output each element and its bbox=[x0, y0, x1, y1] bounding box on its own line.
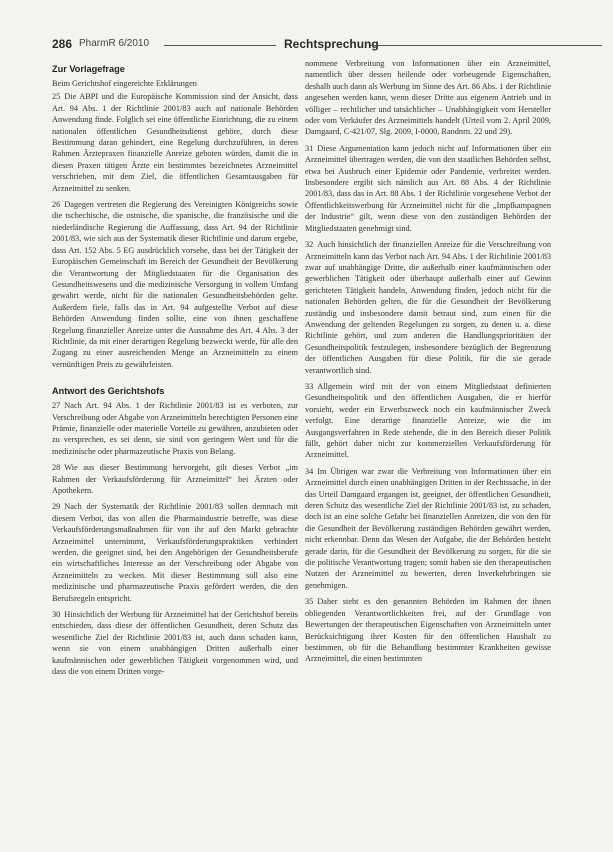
paragraph-27 bbox=[52, 400, 298, 457]
paragraph-30-continued: nommene Verbreitung von Informationen über ein Arzneimittel, namentlich über dessen heilende oder vorbeugende Eigenschaften, deshalb auch dann als Werbung im Sinne des Art. 86 Abs. 1 der Richtlinie angesehen werden kann, wenn dieser Dritte aus eigenem Antrieb und in völliger – rechtlicher und tatsächlicher – Unabhängigkeit vom Hersteller oder vom Verkäufer des Arzneimittels handelt (Urteil vom 2. April 2009, Damgaard, C-421/07, Slg. 2009, I-0000, Randnrn. 22 und 29). bbox=[305, 59, 551, 137]
paragraph-30 bbox=[52, 609, 298, 677]
subheading-erklaerungen: Beim Gerichtshof eingereichte Erklärungen bbox=[52, 79, 197, 88]
header-rule-left bbox=[164, 45, 276, 46]
paragraph-text: Wie aus dieser Bestimmung hervorgeht, gilt dieses Verbot „im Rahmen der Verkaufsförderung für Arzneimittel“ bei Ärzten oder Apothekern. bbox=[52, 463, 298, 495]
paragraph-number: 27 bbox=[52, 401, 61, 411]
paragraph-text: Daher steht es den genannten Behörden im Rahmen der ihnen obliegenden Verantwortlichkeiten frei, auf der Grundlage von Bewertungen der therapeutischen Eigenschaften von Arzneimitteln unter Berücksichtigung ihrer Kosten für den öffentlichen Haushalt zu bestimmen, ob für die Behandlung bestimmter Krankheiten gewisse Arzneimittel, die einen bestimmten bbox=[305, 597, 551, 664]
paragraph-number: 33 bbox=[305, 381, 314, 391]
paragraph-29 bbox=[52, 501, 298, 604]
paragraph-31 bbox=[305, 143, 551, 234]
paragraph-number: 32 bbox=[305, 240, 314, 250]
heading-antwort: Antwort des Gerichtshofs bbox=[52, 386, 165, 397]
paragraph-number: 29 bbox=[52, 502, 61, 512]
paragraph-33 bbox=[305, 381, 551, 461]
paragraph-text: Hinsichtlich der Werbung für Arzneimittel hat der Gerichtshof bereits entschieden, dass diese der öffentlichen Gesundheit, deren Schutz das wesentliche Ziel der Richtlinie 2001/83 ist, auch dann schaden kann, wenn sie von einem unabhängigen Dritten außerhalb einer kaufmännischen oder gewerblichen Tätigkeit vorgenommen wird, und dass die von einem Dritten vorge- bbox=[52, 610, 298, 677]
running-header bbox=[52, 37, 552, 53]
journal-reference: PharmR 6/2010 bbox=[79, 38, 150, 49]
paragraph-text: Im Übrigen war zwar die Verbreitung von Informationen über ein Arzneimittel durch einen unabhängigen Dritten in der Rechtssache, in der das Urteil Damgaard ergangen ist, geeignet, der öffentlichen Gesundheit, deren Schutz das wesentliche Ziel der Richtlinie 2001/83 ist, zu schaden, doch ist an eine solche Gefahr bei finanziellen Anreizen, die von den für die Gesundheit der Bevölkerung zuständigen Behörden gewährt werden, nicht erkennbar. Denn das Wesen der Aufgabe, die der Behörden besteht gerade darin, für die Gesundheit der Bevölkerung zu sorgen, für die sie die politische Verantwortung tragen; somit haben sie den therapeutischen Nutzen der Arzneimittel zu bewerten, deren Inverkehrbringen sie genehmigen. bbox=[305, 466, 551, 590]
paragraph-number: 35 bbox=[305, 597, 314, 607]
paragraph-text: Auch hinsichtlich der finanziellen Anreize für die Verschreibung von Arzneimitteln kann das Verbot nach Art. 94 Abs. 1 der Richtlinie 2001/83 zwar auf unabhängige Dritte, die außerhalb einer kaufmännischen oder gewerblichen Tätigkeit oder überhaupt außerhalb einer auf Gewinn gerichteten Tätigkeit handeln, Anwendung finden, jedoch nicht für die nationalen Behörden gelten, die für die Gesundheit der Bevölkerung zuständig und insbesondere damit betraut sind, zum einen für die Anwendung der geltenden Regelungen zu sorgen, zu denen u. a. diese Richtlinie gehört, und zum anderen die Handlungsprioritäten der Gesundheitspolitik festzulegen, insbesondere bezüglich der Begrenzung der öffentlichen Ausgaben für diese Politik, für die sie gerade verantwortlich sind. bbox=[305, 240, 551, 375]
paragraph-28 bbox=[52, 462, 298, 496]
paragraph-35 bbox=[305, 596, 551, 664]
paragraph-25 bbox=[52, 91, 298, 194]
paragraph-text: Diese Argumentation kann jedoch nicht auf Informationen über ein Arzneimittel übertragen werden, die von den staatlichen Behörden selbst, etwa bei Ausbruch einer Epidemie oder Pandemie, verbreitet werden. Insbesondere ergibt sich nämlich aus Art. 88 Abs. 4 der Richtlinie 2001/83, dass das in Art. 88 Abs. 1 der Richtlinie vorgesehene Verbot der Öffentlichkeitswerbung für Arzneimittel nicht für die „Impfkampagnen der Industrie“ gilt, wenn diese von den zuständigen Behörden der Mitgliedstaaten genehmigt sind. bbox=[305, 143, 551, 233]
section-title: Rechtsprechung bbox=[284, 37, 379, 51]
page-number: 286 bbox=[52, 37, 73, 51]
paragraph-text: Nach der Systematik der Richtlinie 2001/83 sollen demnach mit diesem Verbot, das von allen die Pharmaindustrie betreffe, was diese Verkaufsförderungsmaßnahmen für von ihr auf den Markt gebrachte Arzneimittel unternimmt, Verkaufsförderungspraktiken verhindert werden, die geeignet sind, bei den Angehörigen der Gesundheitsberufe ein wirtschaftliches Interesse an der Verschreibung oder Abgabe von Arzneimitteln zu wecken. Mit dieser Bestimmung soll also eine medizinische und pharmazeutische Praxis gefördert werden, die den Berufsregeln entspricht. bbox=[52, 502, 298, 603]
paragraph-number: 25 bbox=[52, 92, 61, 102]
left-column bbox=[52, 64, 298, 683]
paragraph-number: 31 bbox=[305, 143, 314, 153]
header-rule-right bbox=[370, 45, 602, 46]
paragraph-number: 28 bbox=[52, 463, 61, 473]
paragraph-26 bbox=[52, 199, 298, 370]
paragraph-number: 30 bbox=[52, 610, 61, 620]
paragraph-32 bbox=[305, 239, 551, 376]
paragraph-text: Dagegen vertreten die Regierung des Vereinigten Königreichs sowie die tschechische, die ostnische, die spanische, die französische und die niederländische Regierung die Auffassung, dass Art. 94 der Richtlinie 2001/83, wie sich aus der Systematik dieser Richtlinie und darum ergebe, dass Art. 152 Abs. 5 EG ausdrücklich vorsehe, dass bei der Tätigkeit der Europäischen Gemeinschaft im Bereich der Gesundheit der Bevölkerung die Verantwortung der Mitgliedstaaten für die Organisation des Gesundheitswesens und die medizinische Versorgung in vollem Umfang gewahrt werde, nicht für die nationalen Gesundheitsbehörden gelte. Außerdem fiele, falls das in Art. 94 aufgestellte Verbot auf diese Behörden Anwendung finden sollte, eine von ihnen geschaffene Regelung finanzieller Anreize unter die Ausnahme des Art. 4 Abs. 3 der Richtlinie, da mit einer derartigen Regelung bezweckt werde, für alle den Zugang zu einer ausreichenden Menge an Arzneimitteln zu einem vernünftigen Preis zu gewährleisten. bbox=[52, 200, 298, 369]
paragraph-text: Allgemein wird mit der von einem Mitgliedstaat definierten Gesundheitspolitik und den öffentlichen Ausgaben, die er hierfür vorsieht, weder ein Erwerbszweck noch ein kaufmännischer Zweck verfolgt. Eine derartige finanzielle Anreize, wie die im Ausgangsverfahren in Rede stehende, die in den Bereich dieser Politik fällt, gehört daher nicht zur kommerziellen Verkaufsförderung für Arzneimittel. bbox=[305, 381, 551, 460]
paragraph-number: 26 bbox=[52, 200, 61, 210]
paragraph-text: Die ABPI und die Europäische Kommission sind der Ansicht, dass Art. 94 Abs. 1 der Richtlinie 2001/83 auch auf nationale Behörden Anwendung finde. Folglich sei eine öffentliche Einrichtung, die zu einem nationalen öffentlichen Gesundheitsdienst gehöre, durch diese Bestimmung daran gehindert, eine Regelung durchzuführen, in deren Rahmen Ärztepraxen finanzielle Anreize geboten würden, damit die in diesen Praxen tätigen Ärzte ein bestimmtes bezeichnetes Arzneimittel verschrieben, mit dem Ziel, die öffentlichen Gesamtausgaben für Arzneimittel zu senken. bbox=[52, 92, 298, 193]
heading-vorlagefrage: Zur Vorlagefrage bbox=[52, 64, 125, 74]
paragraph-text: Nach Art. 94 Abs. 1 der Richtlinie 2001/83 ist es verboten, zur Verschreibung oder Abgabe von Arzneimitteln berechtigten Personen eine Prämie, finanzielle oder materielle Vorteile zu gewähren, anzubieten oder zu versprechen, es sei denn, sie sind von geringem Wert und für die medizinische oder pharmazeutische Praxis von Belang. bbox=[52, 401, 298, 456]
right-column bbox=[305, 58, 551, 670]
paragraph-number: 34 bbox=[305, 466, 314, 476]
paragraph-34 bbox=[305, 466, 551, 591]
